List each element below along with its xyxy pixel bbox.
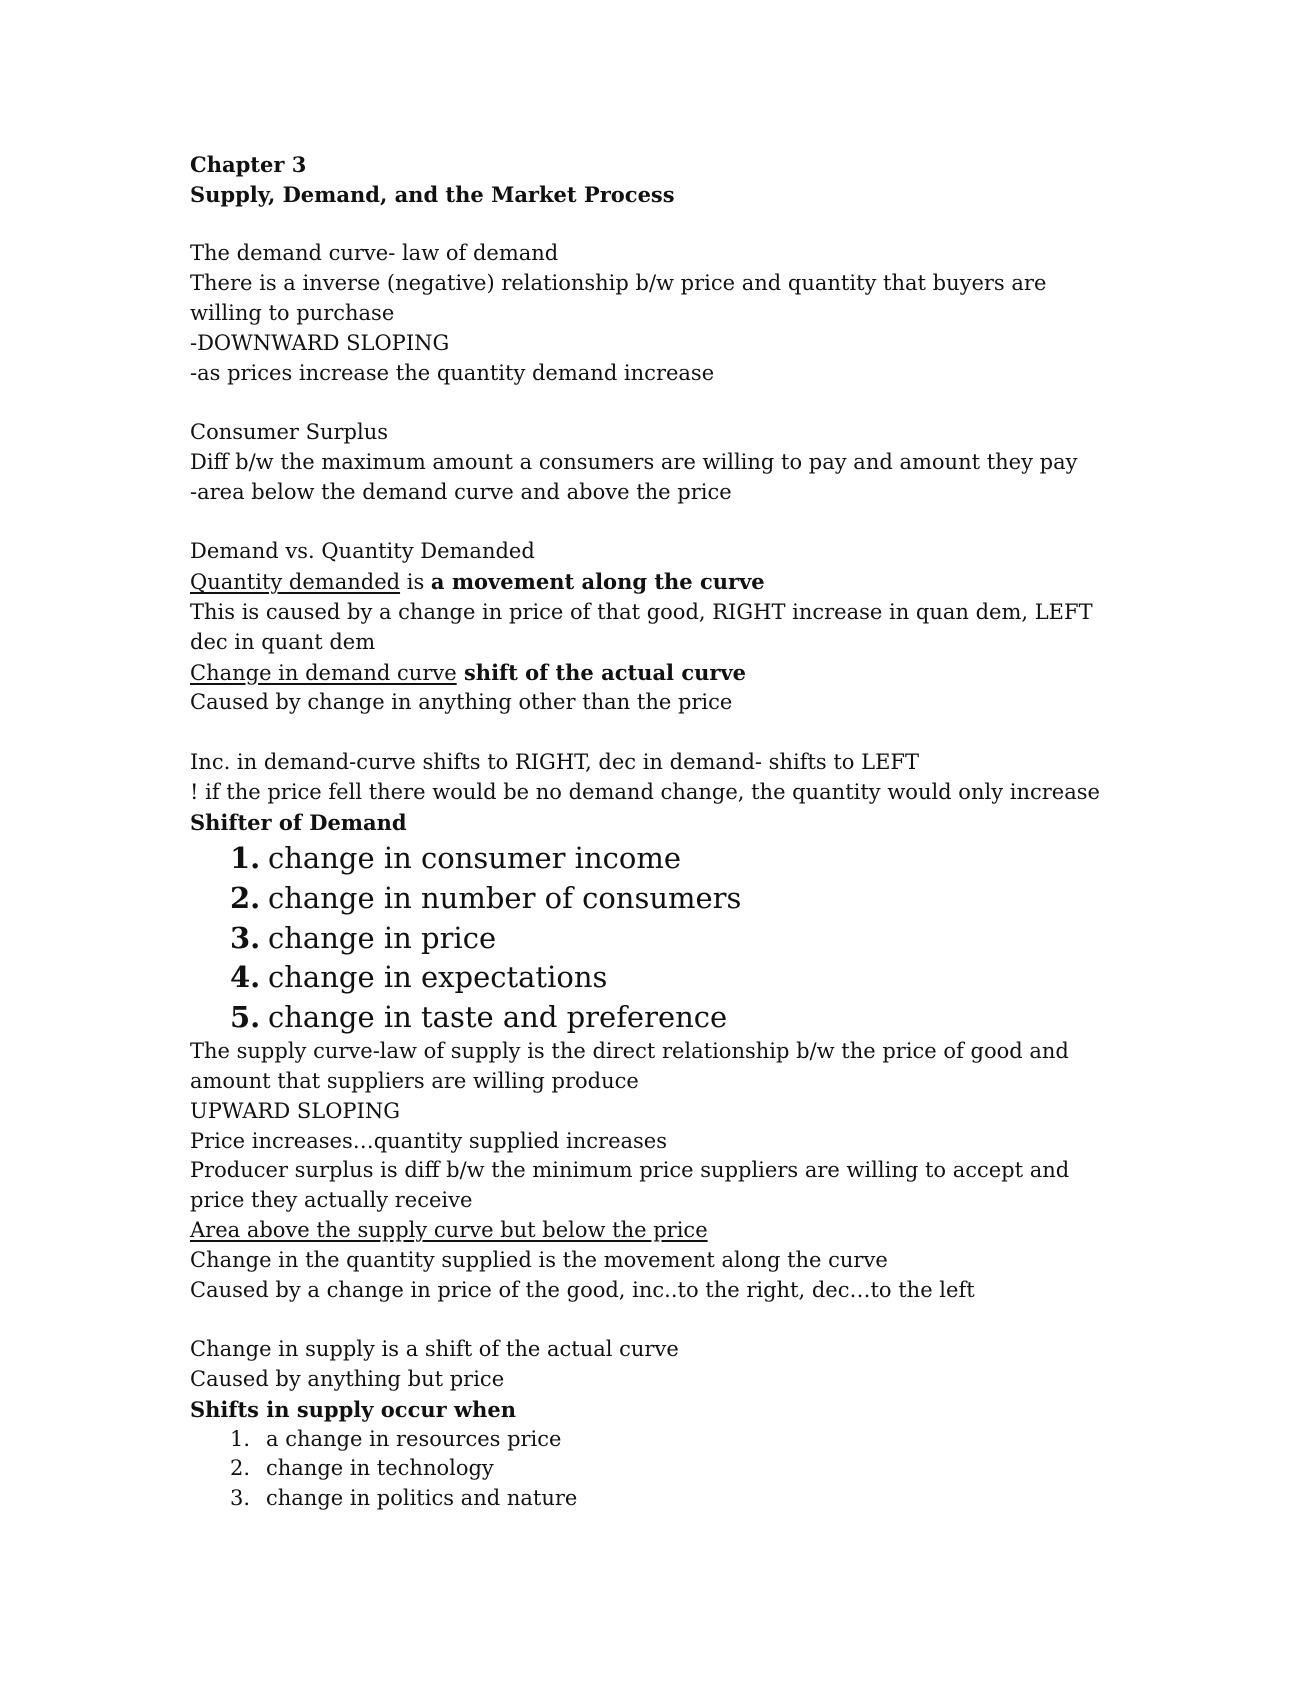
spacer	[190, 508, 1190, 538]
qd-text: dec in quant dem	[190, 629, 376, 654]
cdc-definition	[190, 658, 1190, 689]
list-item	[230, 998, 1190, 1038]
demand-curve-text: -DOWNWARD SLOPING	[190, 330, 450, 355]
document-body	[190, 150, 1190, 1514]
list-number: 1.	[230, 1426, 251, 1451]
supply-text: amount that suppliers are willing produce	[190, 1069, 639, 1094]
list-text: a change in resources price	[266, 1426, 562, 1451]
demand-curve-text: -as prices increase the quantity demand increase	[190, 360, 715, 385]
supply-text: Caused by a change in price of the good, inc..to the right, dec…to the left	[190, 1277, 975, 1302]
demand-curve-heading: The demand curve- law of demand	[190, 241, 559, 266]
list-number: 2.	[230, 880, 261, 915]
list-text: change in taste and preference	[268, 999, 728, 1034]
chapter-label: Chapter 3	[190, 152, 307, 177]
shift-note: ! if the price fell there would be no demand change, the quantity would only increase	[190, 779, 1100, 804]
list-number: 4.	[230, 960, 261, 995]
list-number: 2.	[230, 1456, 251, 1481]
qd-text: This is caused by a change in price of that good, RIGHT increase in quan dem, LEFT	[190, 599, 1093, 624]
supply-text: The supply curve-law of supply is the direct relationship b/w the price of good and	[190, 1039, 1069, 1064]
list-text: change in consumer income	[268, 841, 681, 876]
list-number: 3.	[230, 920, 261, 955]
list-item	[230, 958, 1190, 998]
qd-term: Quantity demanded	[190, 570, 401, 595]
supply-text: Producer surplus is diff b/w the minimum price suppliers are willing to accept and	[190, 1158, 1070, 1183]
spacer	[190, 210, 1190, 240]
list-text: change in expectations	[268, 960, 608, 995]
list-text: change in number of consumers	[268, 880, 742, 915]
supply-text: price they actually receive	[190, 1188, 473, 1213]
list-item	[230, 1454, 1190, 1484]
qd-def: a movement along the curve	[430, 569, 765, 595]
supply-text-underlined: Area above the supply curve but below the price	[190, 1218, 708, 1243]
shifters-heading: Shifter of Demand	[190, 809, 407, 835]
cdc-def: shift of the actual curve	[456, 659, 747, 685]
list-item	[230, 839, 1190, 879]
qd-is: is	[400, 570, 431, 595]
shift-note: Inc. in demand-curve shifts to RIGHT, dec in demand- shifts to LEFT	[190, 749, 919, 774]
page-title: Supply, Demand, and the Market Process	[190, 181, 675, 207]
demand-curve-text: willing to purchase	[190, 300, 395, 325]
supply-text: Price increases…quantity supplied increases	[190, 1128, 668, 1153]
cdc-text: Caused by change in anything other than the price	[190, 690, 733, 715]
consumer-surplus-heading: Consumer Surplus	[190, 420, 389, 445]
supply-change-text: Caused by anything but price	[190, 1367, 505, 1392]
list-number: 1.	[230, 841, 261, 876]
list-number: 3.	[230, 1486, 251, 1511]
demand-vs-qd-heading: Demand vs. Quantity Demanded	[190, 539, 535, 564]
spacer	[190, 718, 1190, 748]
supply-shifts-heading: Shifts in supply occur when	[190, 1396, 516, 1422]
spacer	[190, 1305, 1190, 1335]
consumer-surplus-text: Diff b/w the maximum amount a consumers are willing to pay and amount they pay	[190, 449, 1078, 474]
list-text: change in price	[268, 920, 497, 955]
supply-shifts-list	[190, 1425, 1190, 1514]
shifters-list	[190, 839, 1190, 1037]
list-item	[230, 879, 1190, 919]
list-text: change in politics and nature	[266, 1486, 578, 1511]
list-text: change in technology	[266, 1456, 494, 1481]
spacer	[190, 388, 1190, 418]
demand-curve-text: There is a inverse (negative) relationship b/w price and quantity that buyers are	[190, 271, 1047, 296]
consumer-surplus-text: -area below the demand curve and above the price	[190, 479, 732, 504]
supply-text: Change in the quantity supplied is the movement along the curve	[190, 1247, 888, 1272]
cdc-term: Change in demand curve	[190, 660, 457, 685]
qd-definition	[190, 567, 1190, 598]
list-item	[230, 919, 1190, 959]
supply-change-text: Change in supply is a shift of the actual curve	[190, 1337, 679, 1362]
supply-text: UPWARD SLOPING	[190, 1098, 400, 1123]
list-item	[230, 1484, 1190, 1514]
list-item	[230, 1425, 1190, 1455]
list-number: 5.	[230, 999, 261, 1034]
